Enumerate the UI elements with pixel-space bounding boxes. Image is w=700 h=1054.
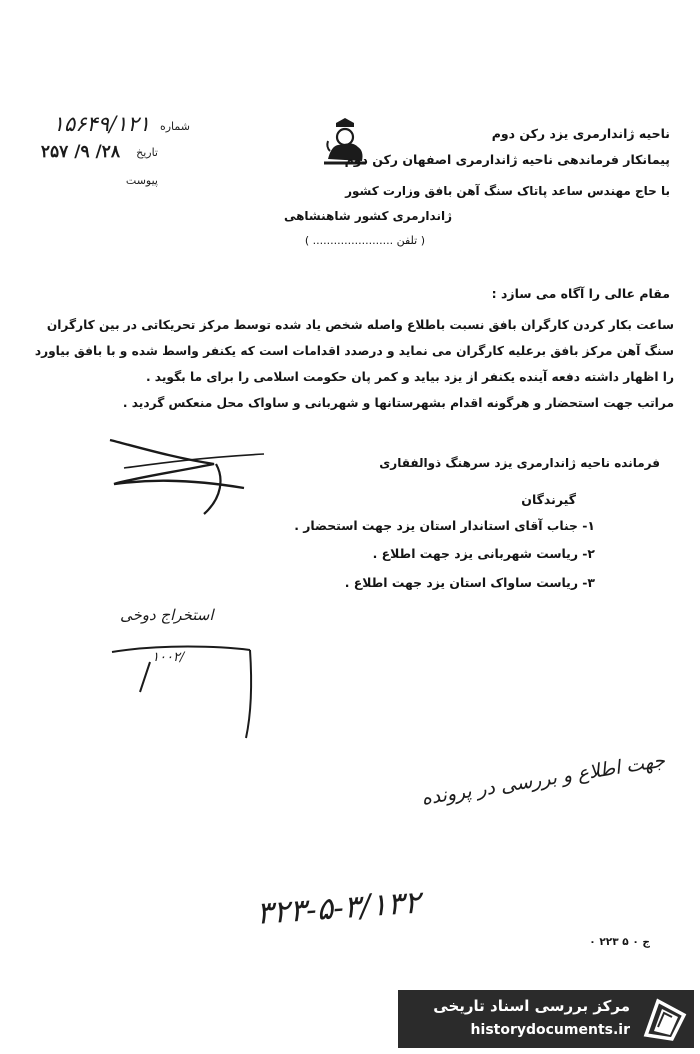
- margin-bracket-icon: [110, 640, 270, 740]
- number-label: شماره: [159, 120, 190, 133]
- recipients-title: گیرندگان: [521, 492, 576, 507]
- archive-logo-icon: [640, 995, 688, 1043]
- archive-number: ۳۲۳-۵-۳/۱۳۲: [255, 884, 422, 932]
- date-label: تاریخ: [136, 146, 158, 159]
- date-value: ۲۸/ ۹/ ۲۵۷: [40, 142, 120, 162]
- margin-note-3: جهت اطلاع و بررسی در پرونده: [420, 749, 667, 810]
- body-paragraph: [24, 318, 674, 422]
- form-code: ج ۰ ۵ ۲۲۳ ۰: [589, 936, 650, 948]
- footer-watermark: [398, 990, 694, 1048]
- footer-org-name: مرکز بررسی اسناد تاریخی: [433, 997, 630, 1015]
- sender-line-2: پیمانکار فرماندهی ناحیه ژاندارمری اصفهان رکن دوم: [344, 152, 670, 167]
- handwritten-signature-icon: [104, 428, 284, 518]
- document-meta: [20, 112, 190, 188]
- footer-website: historydocuments.ir: [470, 1022, 630, 1038]
- body-line-1: ساعت بکار کردن کارگران بافق نسبت باطلاع واصله شخص یاد شده توسط مرکز تحریکاتی در بین کارگران: [46, 318, 674, 332]
- addressee-line-1: با حاج مهندس ساعد پاتاک سنگ آهن بافق وزارت کشور: [345, 184, 670, 198]
- margin-note-1: استخراج دوخی: [120, 606, 214, 624]
- addressee-line-2: ژاندارمری کشور شاهنشاهی: [283, 209, 452, 223]
- body-line-3: را اظهار داشته دفعه آینده یکنفر از یزد بیاید و کمر پان حکومت اسلامی را برای ما بگوید .: [145, 370, 674, 384]
- margin-note-2: ۱۰۰۲/: [152, 650, 185, 665]
- recipient-3: ۳- ریاست ساواک استان یزد جهت اطلاع .: [344, 575, 595, 590]
- addressee-line-3: ( تلفن ....................... ): [304, 234, 425, 247]
- body-line-2: سنگ آهن مرکز بافق برعلیه کارگران می نماید و درصدد اقدامات است که یکنفر واسط شده و با بافق بیاورد: [34, 344, 674, 358]
- body-line-4: مراتب جهت استحضار و هرگونه اقدام بشهرستانها و شهربانی و ساواک محل منعکس گردید .: [122, 396, 674, 410]
- salutation: مقام عالی را آگاه می سازد :: [491, 286, 670, 301]
- sender-line-1: ناحیه ژاندارمری یزد رکن دوم: [491, 126, 670, 141]
- recipient-2: ۲- ریاست شهربانی یزد جهت اطلاع .: [372, 546, 595, 561]
- attachment-label: پیوست: [125, 174, 158, 187]
- recipient-1: ۱- جناب آقای استاندار استان یزد جهت استحضار .: [294, 518, 595, 533]
- number-value: ۱۵۶۴۹/۱۲۱: [52, 112, 150, 136]
- signature-line: فرمانده ناحیه ژاندارمری یزد سرهنگ ذوالفقاری: [379, 456, 660, 470]
